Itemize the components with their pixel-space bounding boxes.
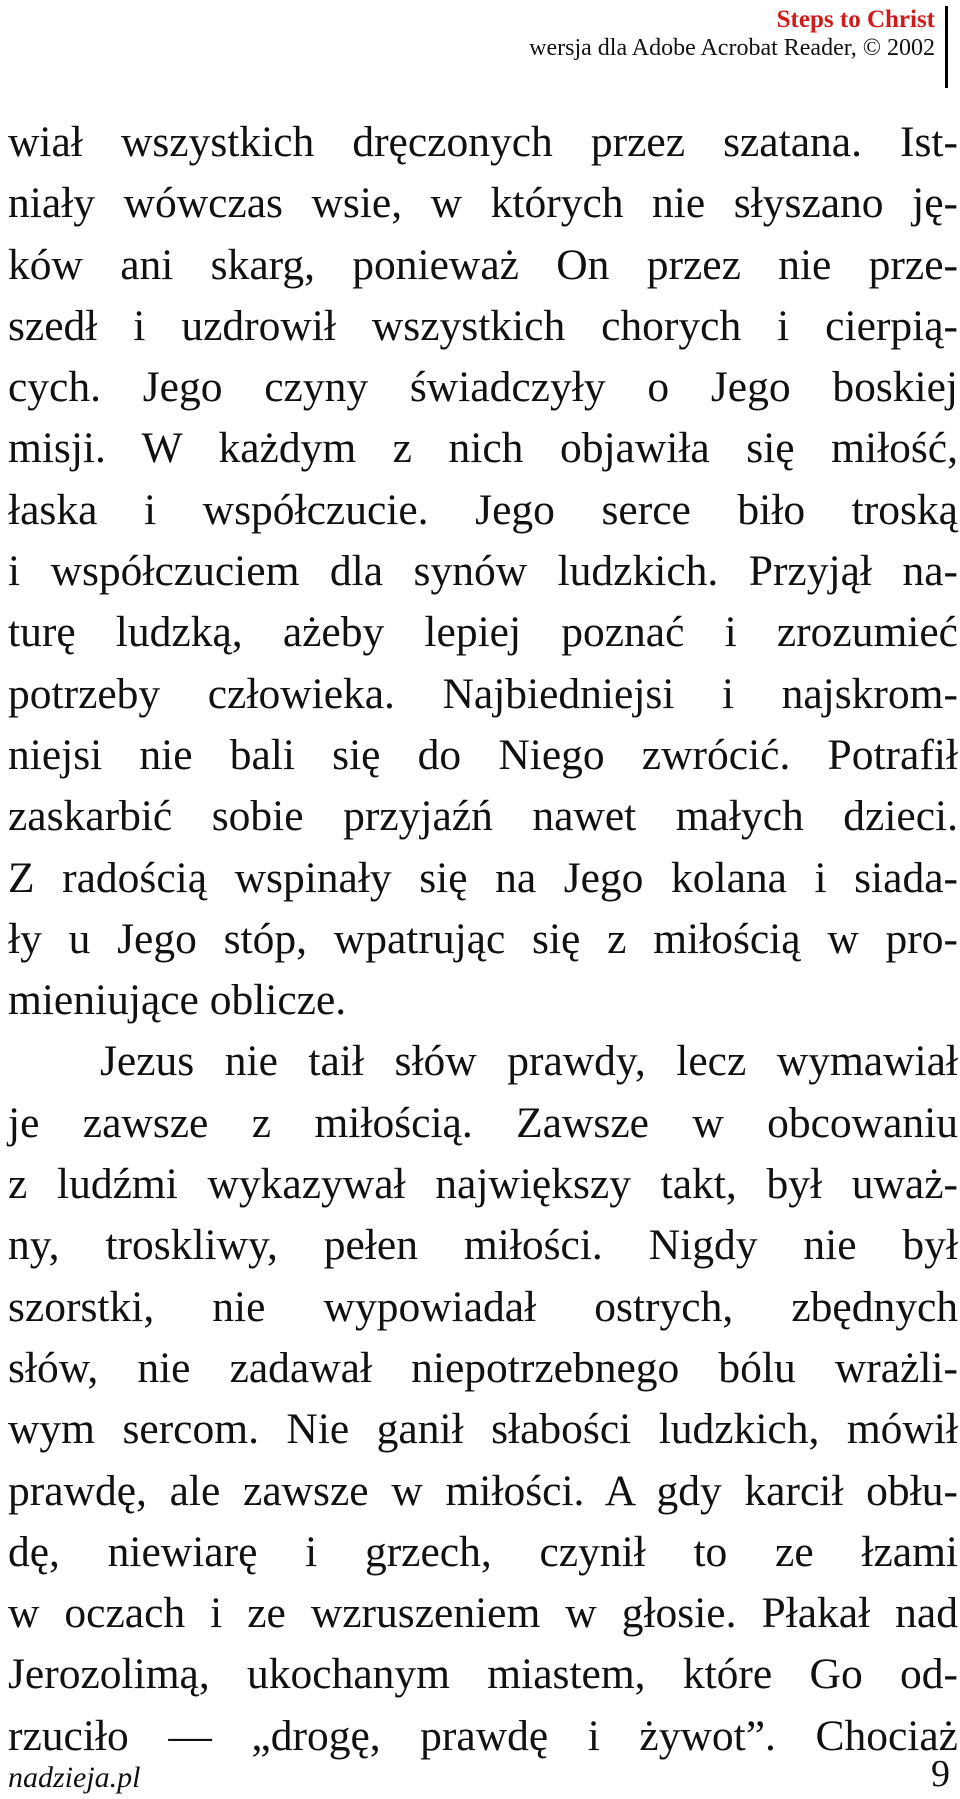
edition-note: wersja dla Adobe Acrobat Reader, © 2002 <box>529 34 935 61</box>
text-line: rzuciło — „drogę, prawdę i żywot”. Chociaż <box>8 1711 958 1760</box>
text-line: turę ludzką, ażeby lepiej poznać i zrozumieć <box>8 608 958 657</box>
paragraph-end-line: mieniujące oblicze. <box>8 976 347 1025</box>
text-line: zaskarbić sobie przyjaźń nawet małych dzieci. <box>8 792 958 841</box>
paragraph-start-line: Jezus nie taił słów prawdy, lecz wymawiał <box>100 1037 958 1086</box>
text-line: misji. W każdym z nich objawiła się miłość, <box>8 424 958 473</box>
text-line: Z radością wspinały się na Jego kolana i siada- <box>8 853 958 902</box>
book-title: Steps to Christ <box>776 6 935 33</box>
text-line: ków ani skarg, ponieważ On przez nie prze- <box>8 240 958 289</box>
text-line: potrzeby człowieka. Najbiedniejsi i najskrom- <box>8 669 958 718</box>
text-line: ły u Jego stóp, wpatrując się z miłością w pro- <box>8 914 958 963</box>
text-line: ny, troskliwy, pełen miłości. Nigdy nie był <box>8 1221 958 1270</box>
text-line: niejsi nie bali się do Niego zwrócić. Potrafił <box>8 730 958 779</box>
text-line: dę, niewiarę i grzech, czynił to ze łzami <box>8 1527 958 1576</box>
text-line: szorstki, nie wypowiadał ostrych, zbędnych <box>8 1282 958 1331</box>
text-line: w oczach i ze wzruszeniem w głosie. Płakał nad <box>8 1589 958 1638</box>
text-line: szedł i uzdrowił wszystkich chorych i cierpią- <box>8 301 958 350</box>
page-header <box>529 6 948 88</box>
text-line: wiał wszystkich dręczonych przez szatana. Ist- <box>8 118 958 166</box>
text-line: i współczuciem dla synów ludzkich. Przyjął na- <box>8 547 958 596</box>
text-line: Jerozolimą, ukochanym miastem, które Go od- <box>8 1650 958 1699</box>
text-line: wym sercom. Nie ganił słabości ludzkich, mówił <box>8 1405 958 1454</box>
page-number: 9 <box>931 1753 950 1795</box>
text-line: cych. Jego czyny świadczyły o Jego boskiej <box>8 363 958 412</box>
body-text <box>8 112 958 1767</box>
text-line: je zawsze z miłością. Zawsze w obcowaniu <box>8 1098 958 1147</box>
text-line: niały wówczas wsie, w których nie słyszano ję- <box>8 179 958 228</box>
text-line: łaska i współczucie. Jego serce biło troską <box>8 485 958 534</box>
site-link[interactable]: nadzieja.pl <box>8 1761 141 1794</box>
text-line: słów, nie zadawał niepotrzebnego bólu wrażli- <box>8 1343 958 1392</box>
text-line: prawdę, ale zawsze w miłości. A gdy karcił obłu- <box>8 1466 958 1515</box>
text-line: z ludźmi wykazywał największy takt, był uważ- <box>8 1160 958 1209</box>
